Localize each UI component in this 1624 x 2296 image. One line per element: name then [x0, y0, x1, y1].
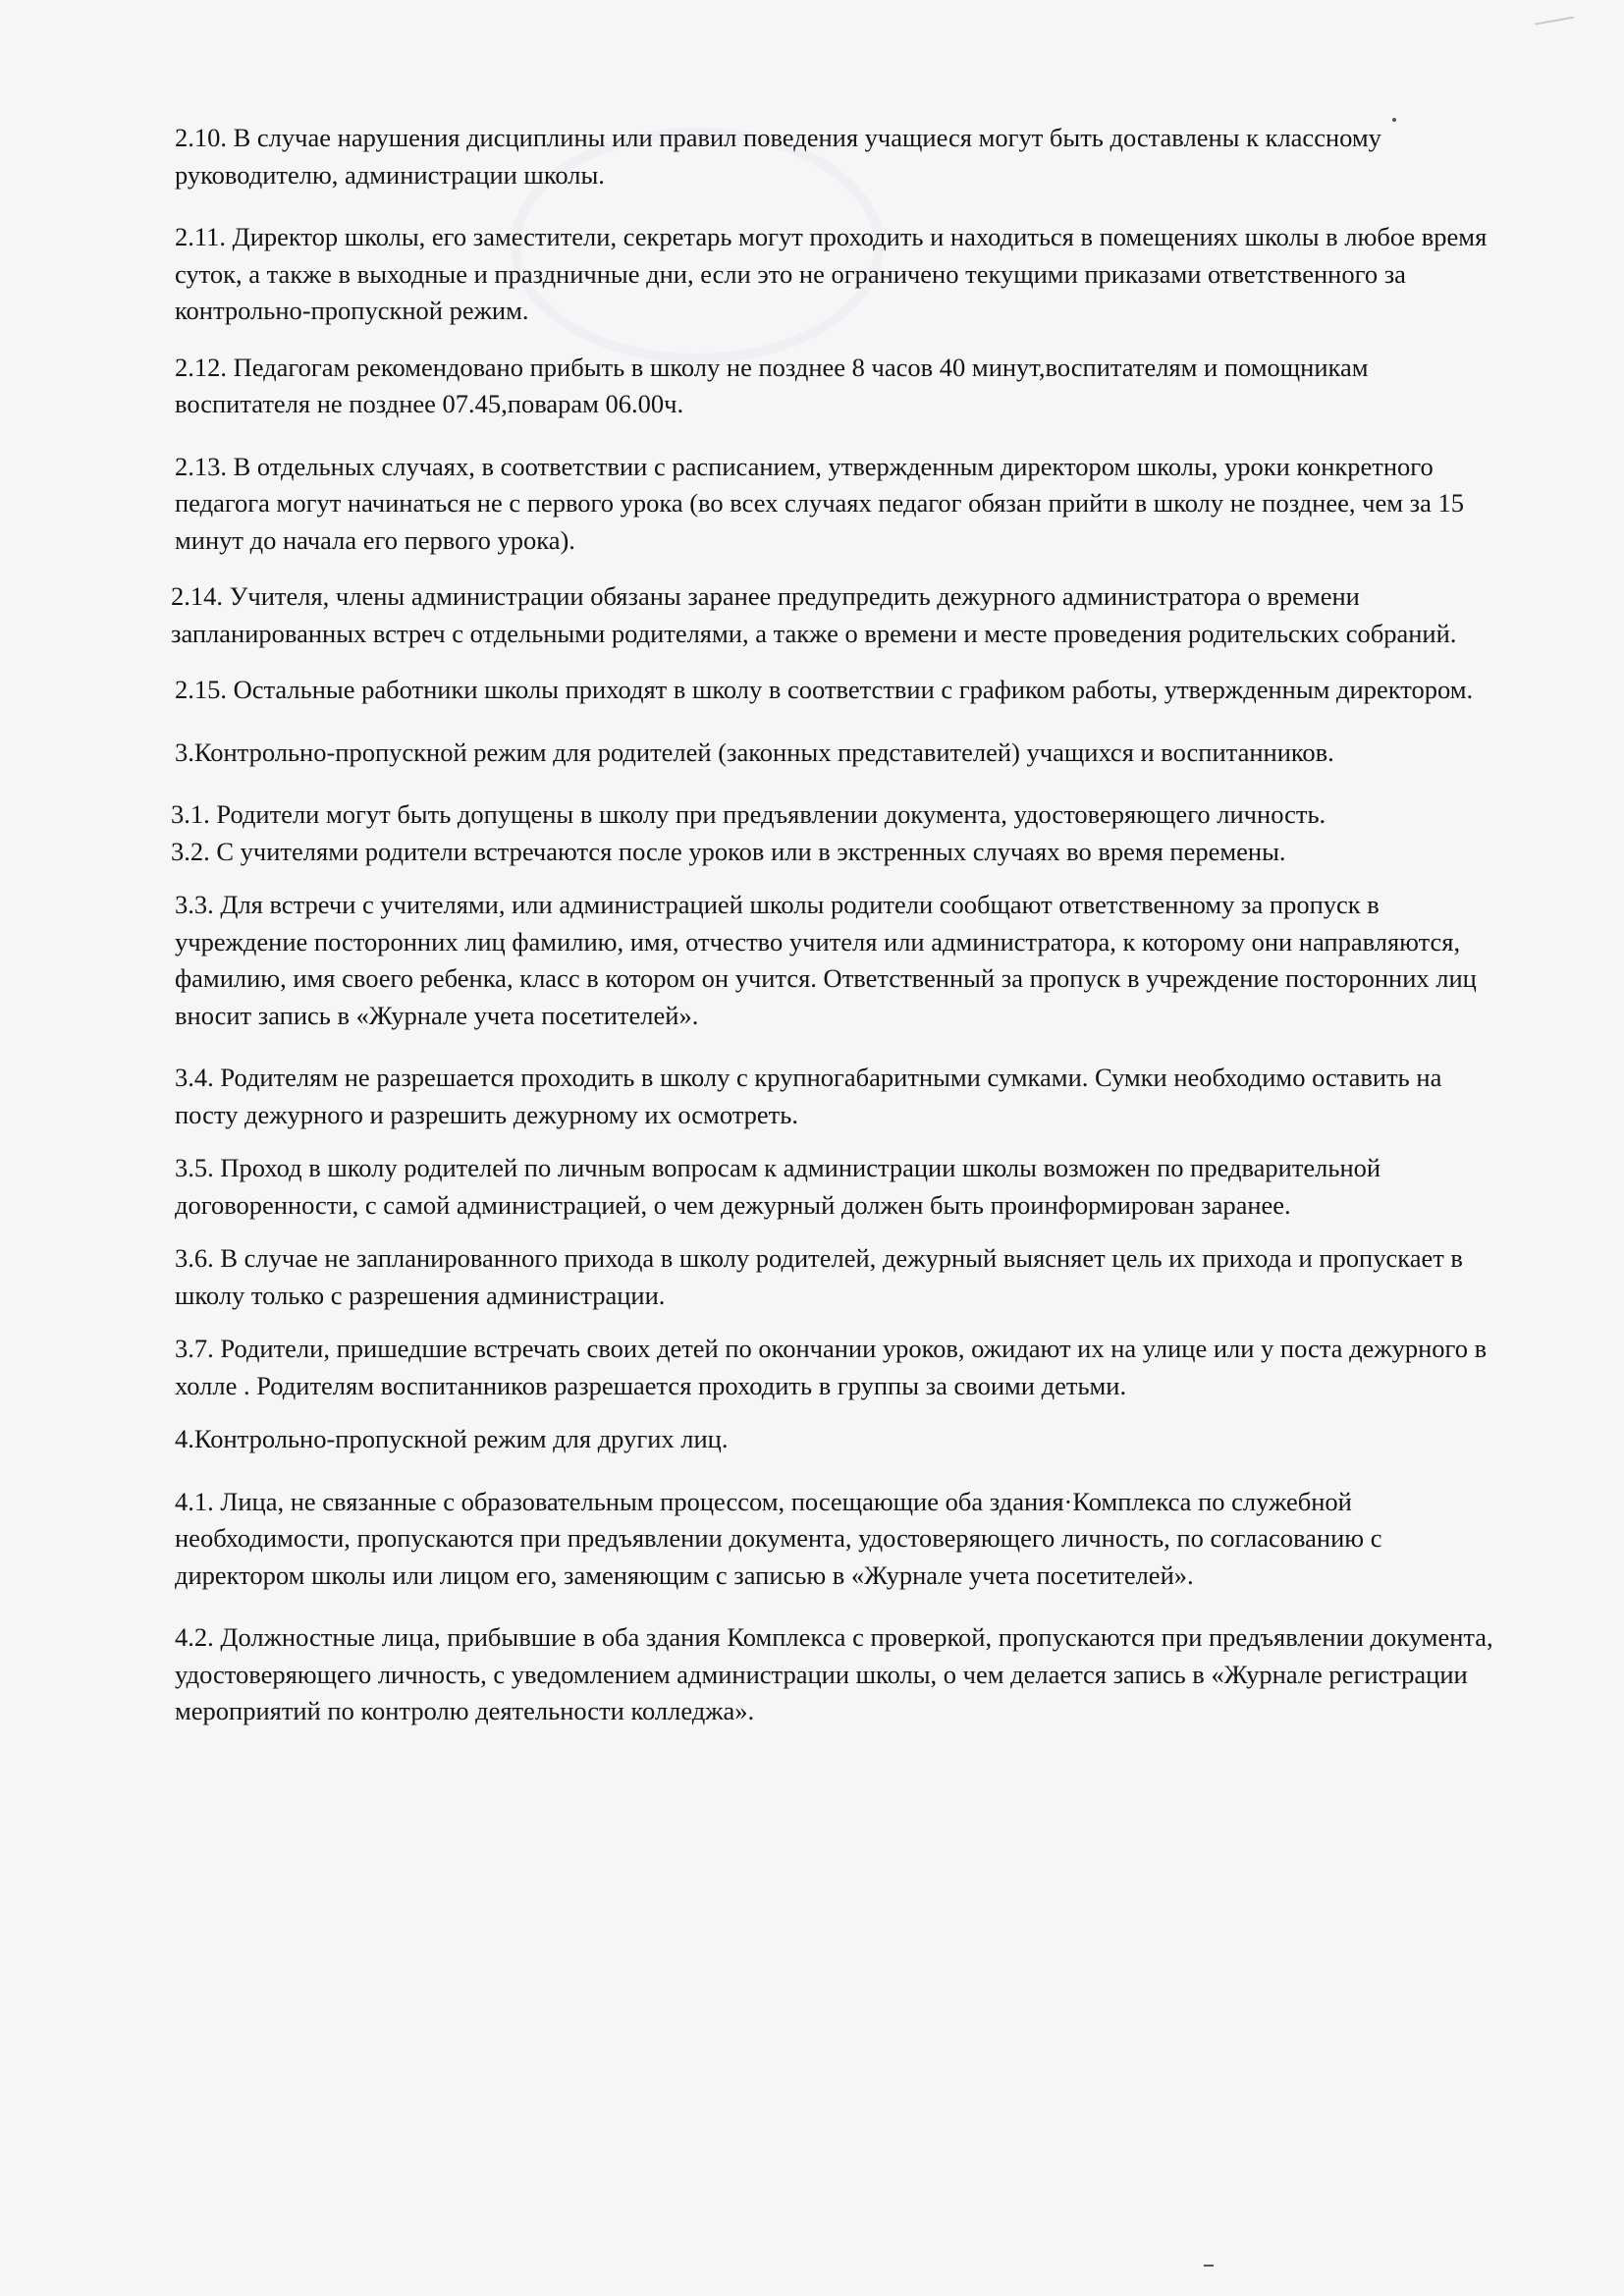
- paragraph-2-13: 2.13. В отдельных случаях, в соответствии с расписанием, утвержденным директором школы, уроки конкретного педагога могут начинаться не с первого урока (во всех случаях педагог обязан прийти в школу не позднее, чем за 15 минут до начала его первого урока).: [175, 451, 1464, 555]
- document-body: [167, 120, 1502, 1730]
- paragraph-3-2: 3.2. С учителями родители встречаются после уроков или в экстренных случаях во время перемены.: [171, 836, 1286, 866]
- paragraph-2-11: 2.11. Директор школы, его заместители, секретарь могут проходить и находиться в помещениях школы в любое время суток, а также в выходные и праздничные дни, если это не ограничено текущими приказами ответственного за контрольно-пропускной режим.: [175, 222, 1488, 325]
- paragraph-3-5: 3.5. Проход в школу родителей по личным вопросам к администрации школы возможен по предварительной договоренности, с самой администрацией, о чем дежурный должен быть проинформирован заранее.: [175, 1153, 1381, 1220]
- section-4-heading: 4.Контрольно-пропускной режим для других лиц.: [175, 1424, 729, 1453]
- paragraph-3-3: 3.3. Для встречи с учителями, или администрацией школы родители сообщают ответственному за пропуск в учреждение посторонних лиц фамилию, имя, отчество учителя или администратора, к которому они направляются, фамилию, имя своего ребенка, класс в котором он учится. Ответственный за пропуск в учреждение посторонних лиц вносит запись в «Журнале учета посетителей».: [175, 890, 1477, 1030]
- scan-artifact: [1535, 17, 1575, 35]
- speck: [1392, 118, 1396, 122]
- paragraph-4-1: 4.1. Лица, не связанные с образовательным процессом, посещающие оба здания·Комплекса по служебной необходимости, пропускаются при предъявлении документа, удостоверяющего личность, по согласованию с директором школы или лицом его, заменяющим с записью в «Журнале учета посетителей».: [175, 1486, 1382, 1590]
- paragraph-2-15: 2.15. Остальные работники школы приходят в школу в соответствии с графиком работы, утвержденным директором.: [175, 675, 1474, 704]
- paragraph-2-14: 2.14. Учителя, члены администрации обязаны заранее предупредить дежурного администратора о времени запланированных встреч с отдельными родителями, а также о времени и месте проведения родительских собраний.: [171, 581, 1457, 648]
- section-3-heading: 3.Контрольно-пропускной режим для родителей (законных представителей) учащихся и воспитанников.: [175, 737, 1334, 767]
- paragraph-2-12: 2.12. Педагогам рекомендовано прибыть в школу не позднее 8 часов 40 минут,воспитателям и помощникам воспитателя не позднее 07.45,поварам 06.00ч.: [175, 352, 1369, 418]
- speck: [1204, 2265, 1214, 2267]
- paragraph-4-2: 4.2. Должностные лица, прибывшие в оба здания Комплекса с проверкой, пропускаются при предъявлении документа, удостоверяющего личность, с уведомлением администрации школы, о чем делается запись в «Журнале регистрации мероприятий по контролю деятельности колледжа».: [175, 1622, 1493, 1725]
- paragraph-3-1: 3.1. Родители могут быть допущены в школу при предъявлении документа, удостоверяющего личность.: [171, 799, 1326, 829]
- paragraph-3-4: 3.4. Родителям не разрешается проходить в школу с крупногабаритными сумками. Сумки необходимо оставить на посту дежурного и разрешить дежурному их осмотреть.: [175, 1063, 1442, 1129]
- paragraph-2-10: 2.10. В случае нарушения дисциплины или правил поведения учащиеся могут быть доставлены к классному руководителю, администрации школы.: [175, 123, 1381, 190]
- paragraph-3-6: 3.6. В случае не запланированного прихода в школу родителей, дежурный выясняет цель их прихода и пропускает в школу только с разрешения администрации.: [175, 1243, 1463, 1310]
- paragraph-3-7: 3.7. Родители, пришедшие встречать своих детей по окончании уроков, ожидают их на улице или у поста дежурного в холле . Родителям воспитанников разрешается проходить в группы за своими детьми.: [175, 1334, 1488, 1400]
